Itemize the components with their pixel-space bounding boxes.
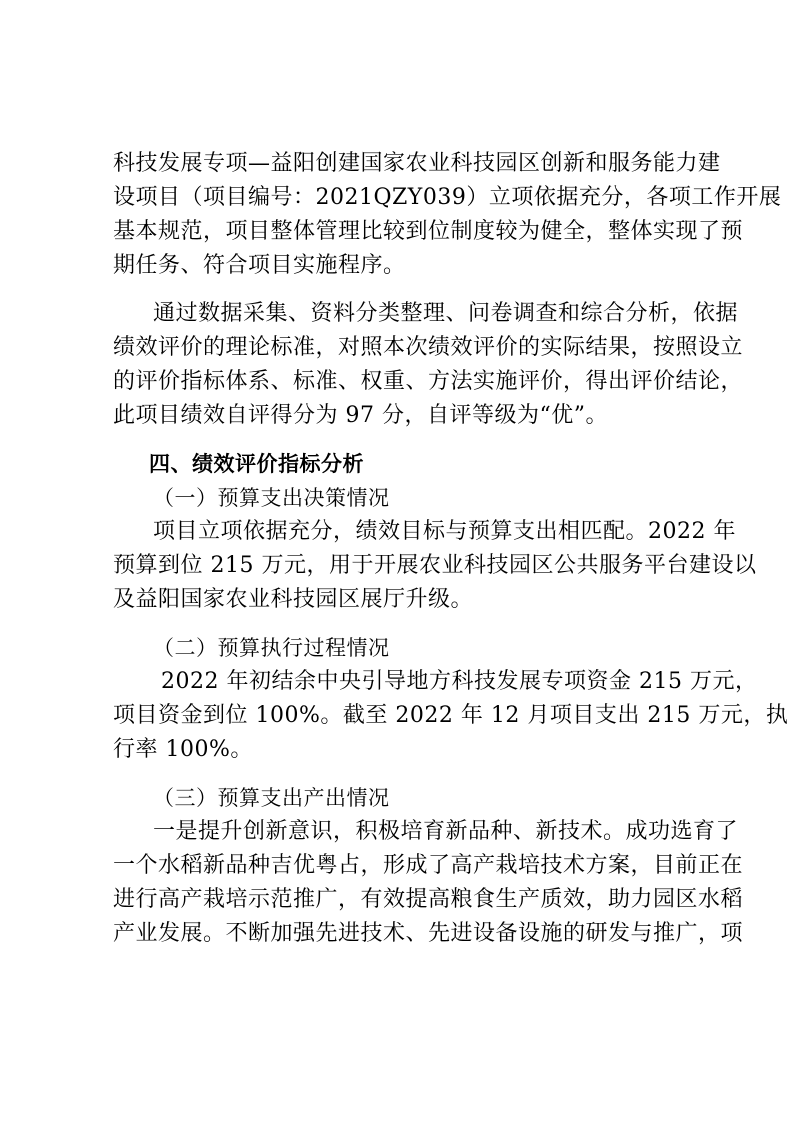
section4-title: 四、绩效评价指标分析: [149, 452, 364, 476]
sub2-line3: 行率 100%。: [113, 737, 253, 762]
para1-line1: 科技发展专项—益阳创建国家农业科技园区创新和服务能力建: [113, 151, 721, 176]
sub3-title: （三）预算支出产出情况: [153, 786, 390, 810]
sub2-line1: 2022 年初结余中央引导地方科技发展专项资金 215 万元，: [161, 669, 758, 694]
sub3-line1: 一是提升创新意识，积极培育新品种、新技术。成功选育了: [153, 819, 739, 844]
sub1-line1: 项目立项依据充分，绩效目标与预算支出相匹配。2022 年: [153, 519, 736, 544]
sub1-line2: 预算到位 215 万元，用于开展农业科技园区公共服务平台建设以: [113, 553, 757, 578]
para2-line4: 此项目绩效自评得分为 97 分，自评等级为“优”。: [113, 403, 608, 428]
para2-line1: 通过数据采集、资料分类整理、问卷调查和综合分析，依据: [153, 301, 739, 326]
sub1-title: （一）预算支出决策情况: [153, 486, 390, 510]
para2-line3: 的评价指标体系、标准、权重、方法实施评价，得出评价结论，: [113, 369, 744, 394]
sub2-line2: 项目资金到位 100%。截至 2022 年 12 月项目支出 215 万元，执: [113, 703, 789, 728]
para1-line3: 基本规范，项目整体管理比较到位制度较为健全，整体实现了预: [113, 219, 744, 244]
para1-line2: 设项目（项目编号：2021QZY039）立项依据充分，各项工作开展: [113, 185, 782, 210]
sub3-line3: 进行高产栽培示范推广，有效提高粮食生产质效，助力园区水稻: [113, 887, 744, 912]
sub1-line3: 及益阳国家农业科技园区展厅升级。: [113, 587, 474, 612]
sub2-title: （二）预算执行过程情况: [153, 636, 390, 660]
para1-line4: 期任务、符合项目实施程序。: [113, 253, 406, 278]
sub3-line2: 一个水稻新品种吉优粤占，形成了高产栽培技术方案，目前正在: [113, 853, 744, 878]
sub3-line4: 产业发展。不断加强先进技术、先进设备设施的研发与推广，项: [113, 921, 744, 946]
para2-line2: 绩效评价的理论标准，对照本次绩效评价的实际结果，按照设立: [113, 335, 744, 360]
